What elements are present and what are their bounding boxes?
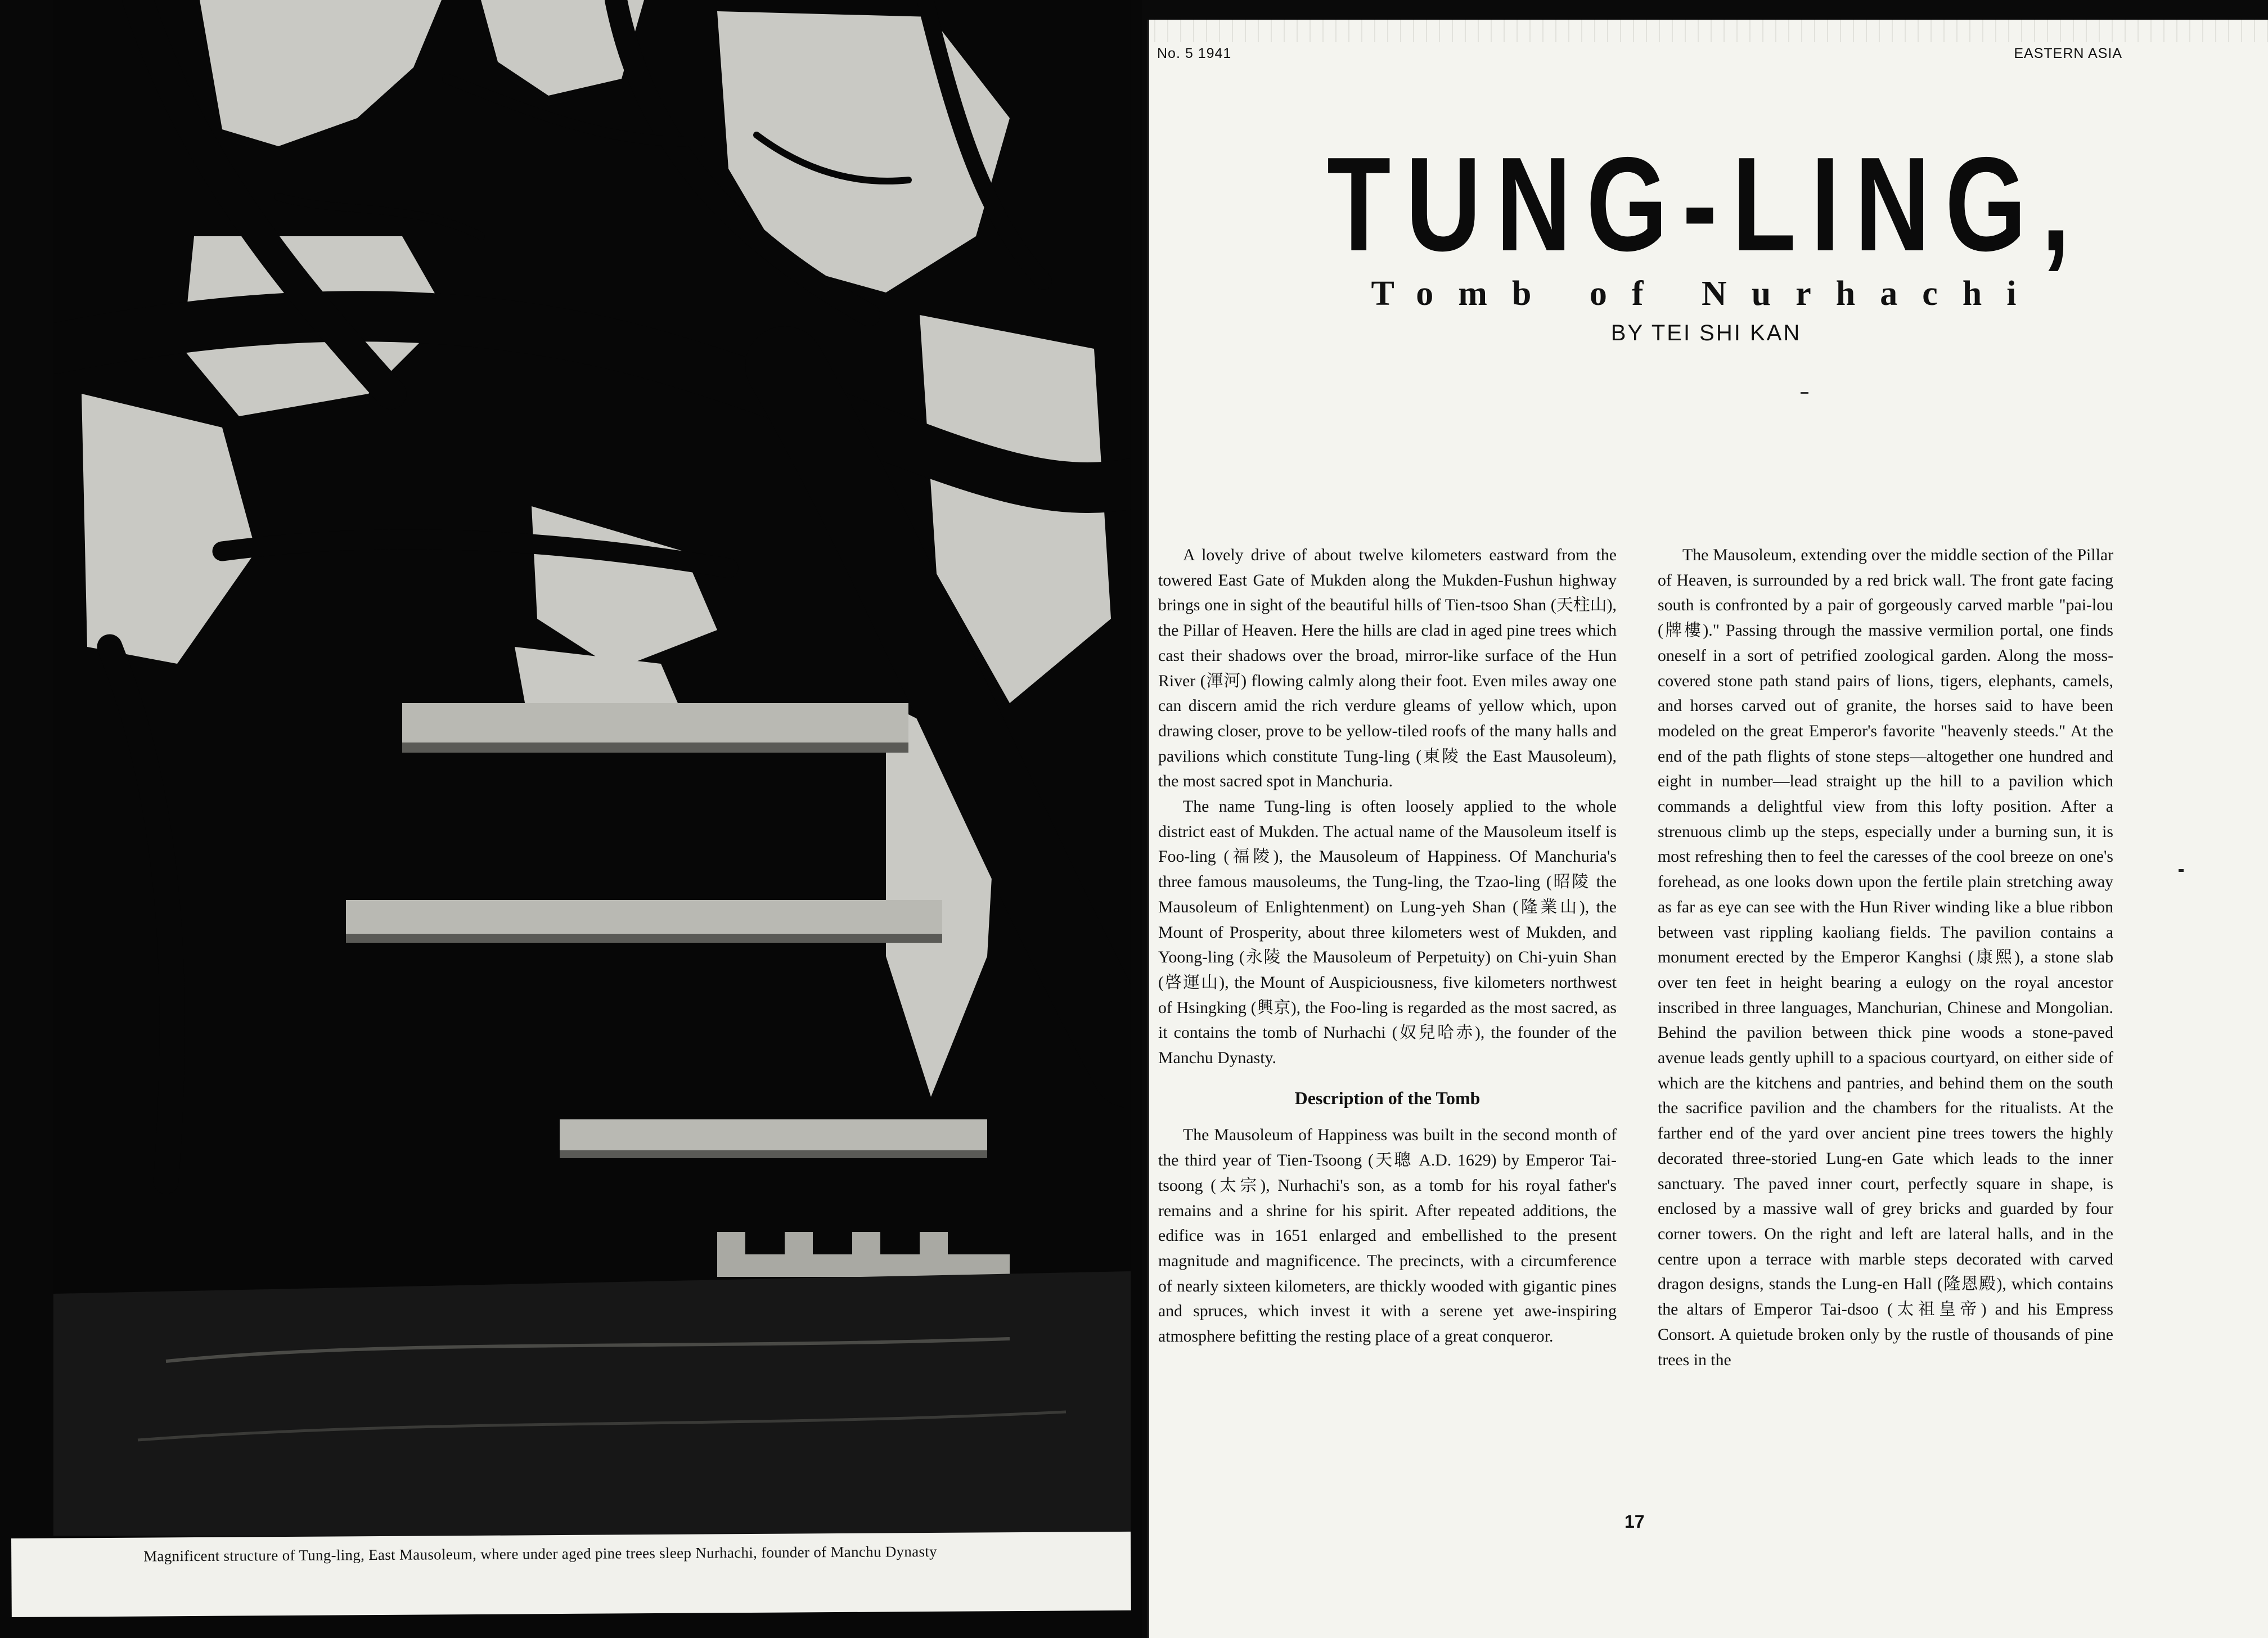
caption-strip <box>11 1532 1131 1617</box>
page-number: 17 <box>1624 1511 1645 1532</box>
scan-noise <box>1149 20 2268 42</box>
mausoleum-photograph <box>53 0 1131 1536</box>
article-title: TUNG-LING, <box>1327 130 2085 279</box>
issue-label: No. 5 1941 <box>1157 46 1232 61</box>
photo-caption: Magnificent structure of Tung-ling, East Mausoleum, where under aged pine trees sleep Nurhachi, founder of Manchu Dynasty <box>143 1542 937 1565</box>
paragraph: A lovely drive of about twelve kilometers eastward from the towered East Gate of Mukden along the Mukden-Fushun highway brings one in sight of the beautiful hills of Tien-tsoo Shan (天柱山), the Pillar of Heaven. Here the hills are clad in aged pine trees which cast their shadows over the broad, mirror-like surface of the Hun River (渾河) flowing calmly along their foot. Even miles away one can discern amid the rich verdure gleams of yellow which, upon drawing closer, prove to be yellow-tiled roofs of the many halls and pavilions which constitute Tung-ling (東陵 the East Mausoleum), the most sacred spot in Manchuria. <box>1158 546 1617 791</box>
article-byline: BY TEI SHI KAN <box>1610 321 1802 345</box>
section-heading: Description of the Tomb <box>1294 1087 1480 1108</box>
magazine-name: EASTERN ASIA <box>2014 46 2122 61</box>
margin-mark <box>1801 392 1808 394</box>
text-column-right <box>1658 543 2113 1372</box>
paragraph: The Mausoleum of Happiness was built in the second month of the third year of Tien-Tsoong (天聰 A.D. 1629) by Emperor Tai-tsoong (太宗), Nurhachi's son, as a tomb for his royal father's remains and a shrine for his spirit. After repeated additions, the edifice was in 1651 enlarged and embellished to the present magnitude and magnificence. The precincts, with a circumference of nearly sixteen kilometers, are thickly wooded with gigantic pines and spruces, which invest it with a serene yet awe-inspiring atmosphere befitting the resting place of a great conqueror. <box>1158 1126 1617 1346</box>
article-subtitle: Tomb of Nurhachi <box>1371 274 2041 313</box>
paragraph: The name Tung-ling is often loosely applied to the whole district east of Mukden. The actual name of the Mausoleum itself is Foo-ling (福陵), the Mausoleum of Happiness. Of Manchuria's three famous mausoleums, the Tung-ling, the Tzao-ling (昭陵 the Mausoleum of Enlightenment) on Lung-yeh Shan (隆業山), the Mount of Prosperity, about three kilometers west of Mukden, and Yoong-ling (永陵 the Mausoleum of Perpetuity) on Chi-yuin Shan (啓運山), the Mount of Auspiciousness, five kilometers northwest of Hsingking (興京), the Foo-ling is regarded as the most sacred, as it contains the tomb of Nurhachi (奴兒哈赤), the founder of the Manchu Dynasty. <box>1158 797 1617 1068</box>
text-column-left <box>1158 543 1617 1349</box>
margin-mark <box>2179 869 2184 872</box>
paragraph: The Mausoleum, extending over the middle section of the Pillar of Heaven, is surrounded by a red brick wall. The front gate facing south is confronted by a pair of gorgeously carved marble "pai-lou (牌樓)." Passing through the massive vermilion portal, one finds oneself in a sort of petrified zoological garden. Along the moss-covered stone path stand pairs of lions, tigers, elephants, camels, and horses carved out of granite, the horses said to have been modeled on the great Emperor's favorite "heavenly steeds." At the end of the path flights of stone steps—altogether one hundred and eight in number—lead straight up the hill to a pavilion which commands a delightful view from this lofty position. After a strenuous climb up the steps, especially under a burning sun, it is most refreshing then to feel the caresses of the cool breeze on one's forehead, as one looks down upon the fertile plain stretching away as far as eye can see with the Hun River winding like a blue ribbon between vast rippling kaoliang fields. The pavilion contains a monument erected by the Emperor Kanghsi (康熙), a stone slab over ten feet in height bearing a eulogy on the royal ancestor inscribed in three languages, Manchurian, Chinese and Mongolian. Behind the pavilion between thick pine woods a stone-paved avenue leads gently uphill to a spacious courtyard, on either side of which are the kitchens and pantries, and behind them on the south the sacrifice pavilion and the chambers for the ritualists. At the farther end of the yard over ancient pine trees towers the highly decorated three-storied Lung-en Gate which leads to the inner sanctuary. The paved inner court, perfectly square in shape, is enclosed by a massive wall of grey bricks and guarded by four corner towers. On the right and left are lateral halls, and in the centre upon a terrace with marble steps decorated with carved dragon designs, stands the Lung-en Hall (隆恩殿), which contains the altars of Emperor Tai-dsoo (太祖皇帝) and his Empress Consort. A quietude broken only by the rustle of thousands of pine trees in the <box>1658 546 2113 1369</box>
right-page <box>1148 20 2268 1638</box>
